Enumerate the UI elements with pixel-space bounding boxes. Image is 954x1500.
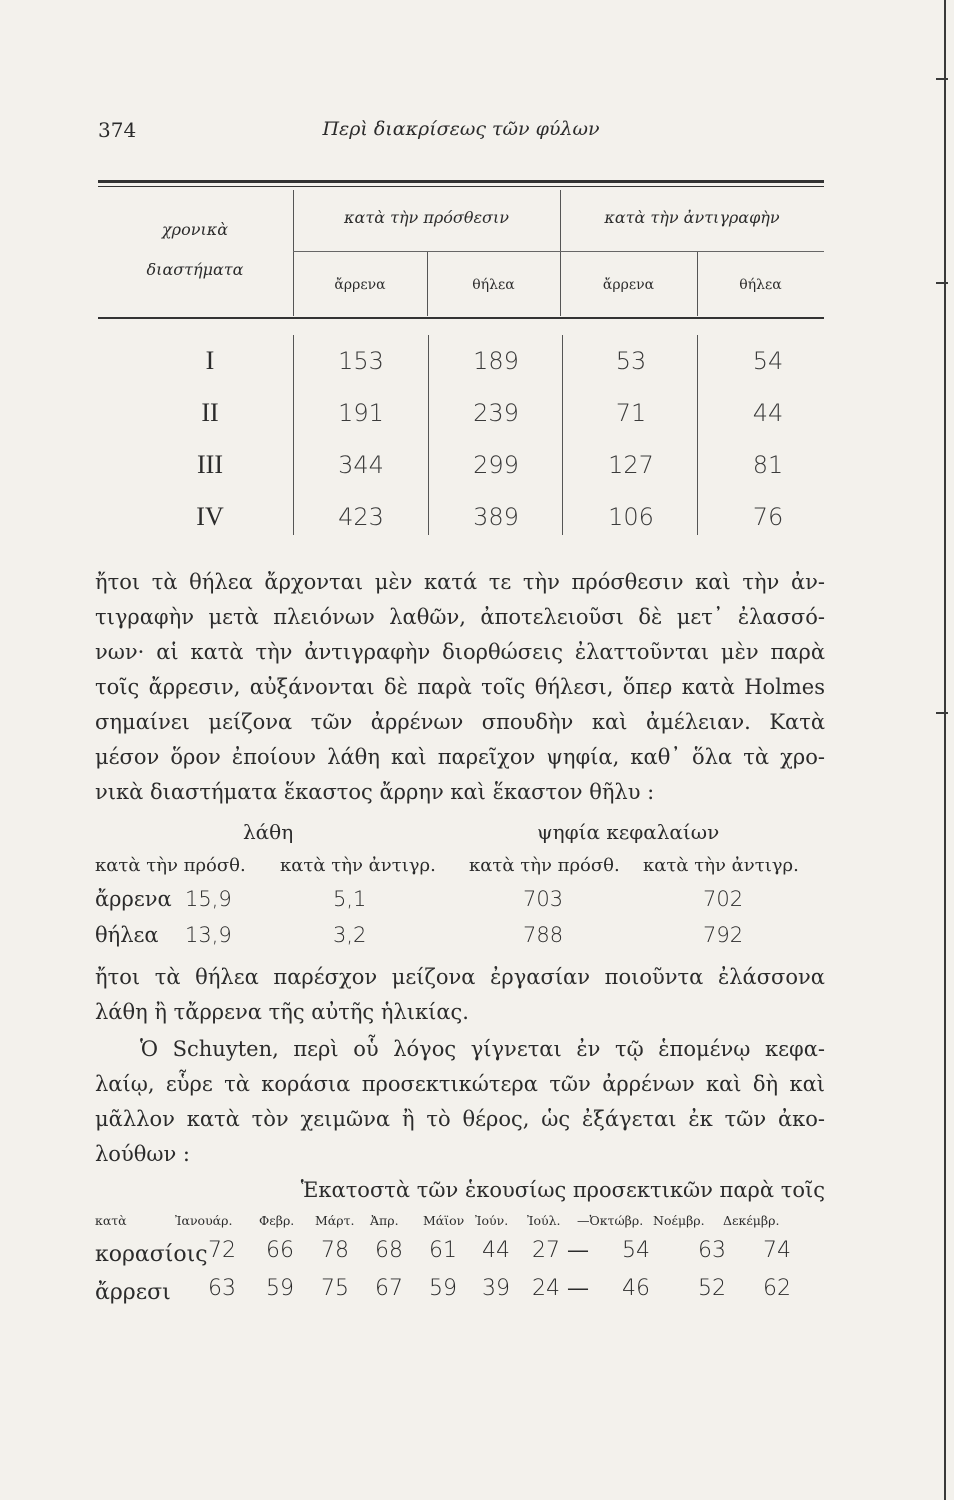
row-period: II — [201, 398, 219, 427]
cell-copy-male: 53 — [615, 347, 647, 375]
month-dec: Δεκέμβρ. — [723, 1213, 780, 1228]
text-line: μᾶλλον κατὰ τὸν χειμῶνα ἢ τὸ θέρος, ὡς ἐξάγεται ἐκ τῶν ἀκο- — [95, 1107, 825, 1131]
month-apr: Ἀπρ. — [370, 1213, 399, 1228]
cell-add-female: 239 — [473, 399, 519, 427]
month-jan: Ἰανουάρ. — [175, 1213, 233, 1228]
page-number: 374 — [98, 118, 137, 142]
header-addition: κατὰ τὴν πρόσθεσιν — [344, 208, 509, 227]
row-label: ἄρρενα — [95, 887, 172, 911]
text-line: ἤτοι τὰ θήλεα ἄρχονται μὲν κατά τε τὴν πρόσθεσιν καὶ τὴν ἀν- — [95, 570, 825, 594]
page-header — [98, 118, 824, 148]
binding-mark — [936, 712, 948, 714]
text-line: νων· αἱ κατὰ τὴν ἀντιγραφὴν διορθώσεις ἐλαττοῦνται μὲν παρὰ — [95, 640, 825, 664]
table-divider — [428, 335, 429, 535]
value: 75 — [321, 1276, 349, 1301]
value-errors-addition: 13,9 — [185, 923, 232, 947]
table-divider — [697, 335, 698, 535]
binding-edge — [944, 0, 946, 1500]
value-dash: — — [567, 1276, 589, 1301]
cell-copy-male: 127 — [608, 451, 654, 479]
running-title: Περὶ διακρίσεως τῶν φύλων — [322, 118, 600, 140]
table-divider — [293, 335, 294, 535]
subhead-errors-copying: κατὰ τὴν ἀντιγρ. — [280, 855, 436, 876]
value: 59 — [266, 1276, 294, 1301]
cell-add-male: 153 — [338, 347, 384, 375]
cell-add-male: 423 — [338, 503, 384, 531]
table-divider — [562, 335, 563, 535]
binding-mark — [936, 78, 948, 80]
cell-add-female: 189 — [473, 347, 519, 375]
value: 24 — [532, 1276, 560, 1301]
value: 44 — [482, 1238, 510, 1263]
text-line: λούθων : — [95, 1142, 191, 1166]
subhead-digits-copying: κατὰ τὴν ἀντιγρ. — [643, 855, 799, 876]
value: 46 — [622, 1276, 650, 1301]
row-period: III — [197, 450, 223, 479]
cell-add-female: 389 — [473, 503, 519, 531]
subhead-digits-addition: κατὰ τὴν πρόσθ. — [469, 855, 620, 876]
value: 62 — [763, 1276, 791, 1301]
value: 67 — [375, 1276, 403, 1301]
cell-copy-female: 54 — [752, 347, 784, 375]
subheader-female-addition: θήλεα — [472, 277, 515, 293]
row-period: I — [205, 346, 215, 375]
table-top-rule — [98, 180, 824, 183]
averages-heads — [95, 820, 825, 850]
binding-mark — [936, 282, 948, 284]
value: 27 — [532, 1238, 560, 1263]
table-header-rule — [98, 317, 824, 319]
value: 63 — [208, 1276, 236, 1301]
monthly-title: Ἑκατοστὰ τῶν ἑκουσίως προσεκτικῶν παρὰ τοῖς — [300, 1178, 825, 1202]
cell-copy-male: 71 — [615, 399, 647, 427]
value: 61 — [429, 1238, 457, 1263]
month-mar: Μάρτ. — [315, 1213, 355, 1228]
value-digits-addition: 788 — [523, 923, 564, 947]
monthly-row-girls — [95, 1238, 825, 1272]
cell-copy-female: 44 — [752, 399, 784, 427]
value: 59 — [429, 1276, 457, 1301]
head-errors: λάθη — [243, 820, 294, 844]
subheader-male-addition: ἄρρενα — [334, 277, 386, 293]
subheader-male-copying: ἄρρενα — [602, 277, 655, 293]
row-label: ἄρρεσι — [95, 1280, 171, 1305]
text-line: λάθη ἢ τἄρρενα τῆς αὐτῆς ἡλικίας. — [95, 1000, 469, 1024]
value: 66 — [266, 1238, 294, 1263]
subhead-errors-addition: κατὰ τὴν πρόσθ. — [95, 855, 246, 876]
row-period: IV — [196, 502, 224, 531]
value: 68 — [375, 1238, 403, 1263]
text-line: τοῖς ἄρρεσιν, αὐξάνονται δὲ παρὰ τοῖς θήλεσι, ὅπερ κατὰ Holmes — [95, 675, 825, 699]
month-oct: —Ὀκτώβρ. — [577, 1213, 644, 1228]
text-line: σημαίνει μείζονα τῶν ἀρρένων σπουδὴν καὶ ἀμέλειαν. Κατὰ — [95, 710, 825, 734]
text-line: Ὁ Schuyten, περὶ οὗ λόγος γίγνεται ἐν τῷ ἑπομένῳ κεφα- — [140, 1037, 825, 1061]
monthly-head — [95, 1213, 825, 1233]
averages-row — [95, 923, 825, 955]
text-line: νικὰ διαστήματα ἕκαστος ἄρρην καὶ ἕκαστον θῆλυ : — [95, 780, 655, 804]
averages-subheads — [95, 855, 825, 885]
monthly-row-boys — [95, 1276, 825, 1310]
header-copying: κατὰ τὴν ἀντιγραφὴν — [604, 208, 780, 227]
value: 72 — [208, 1238, 236, 1263]
month-jun: Ἰούν. — [475, 1213, 509, 1228]
head-digits: ψηφία κεφαλαίων — [537, 820, 720, 844]
paragraph-1 — [95, 565, 825, 810]
cell-copy-male: 106 — [608, 503, 654, 531]
value-errors-copying: 5,1 — [333, 887, 367, 911]
row-label: θήλεα — [95, 923, 159, 947]
cell-add-male: 344 — [338, 451, 384, 479]
cell-copy-female: 81 — [752, 451, 784, 479]
value: 63 — [698, 1238, 726, 1263]
table-subheader-rule — [293, 251, 824, 252]
value-dash: — — [567, 1238, 589, 1263]
paragraph-2 — [95, 960, 825, 1030]
averages-row — [95, 887, 825, 919]
text-line: ἤτοι τὰ θήλεα παρέσχον μείζονα ἐργασίαν ποιοῦντα ἐλάσσονα — [95, 965, 825, 989]
text-line: τιγραφὴν μετὰ πλειόνων λαθῶν, ἀποτελειοῦσι δὲ μετ᾽ ἐλασσό- — [95, 605, 825, 629]
table-top-rule-thin — [98, 186, 824, 187]
month-may: Μάϊον — [423, 1213, 465, 1228]
month-prefix: κατὰ — [95, 1213, 127, 1228]
header-period-line2: διαστήματα — [146, 260, 244, 279]
text-line: λαίῳ, εὗρε τὰ κοράσια προσεκτικώτερα τῶν ἀρρένων καὶ δὴ καὶ — [95, 1072, 825, 1096]
value: 39 — [482, 1276, 510, 1301]
paragraph-3 — [95, 1032, 825, 1172]
text-line: μέσον ὅρον ἐποίουν λάθη καὶ παρεῖχον ψηφία, καθ᾽ ὅλα τὰ χρο- — [95, 745, 825, 769]
value: 74 — [763, 1238, 791, 1263]
month-jul: Ἰούλ. — [527, 1213, 561, 1228]
value-errors-copying: 3,2 — [333, 923, 367, 947]
row-label: κορασίοις — [95, 1242, 208, 1267]
subheader-female-copying: θήλεα — [739, 277, 782, 293]
value: 52 — [698, 1276, 726, 1301]
value-digits-addition: 703 — [523, 887, 564, 911]
value-digits-copying: 702 — [703, 887, 744, 911]
value-digits-copying: 792 — [703, 923, 744, 947]
value-errors-addition: 15,9 — [185, 887, 232, 911]
cell-add-female: 299 — [473, 451, 519, 479]
value: 54 — [622, 1238, 650, 1263]
header-period-line1: χρονικὰ — [161, 220, 229, 239]
cell-copy-female: 76 — [752, 503, 784, 531]
month-feb: Φεβρ. — [259, 1213, 295, 1228]
value: 78 — [321, 1238, 349, 1263]
cell-add-male: 191 — [338, 399, 384, 427]
month-nov: Νοέμβρ. — [653, 1213, 705, 1228]
